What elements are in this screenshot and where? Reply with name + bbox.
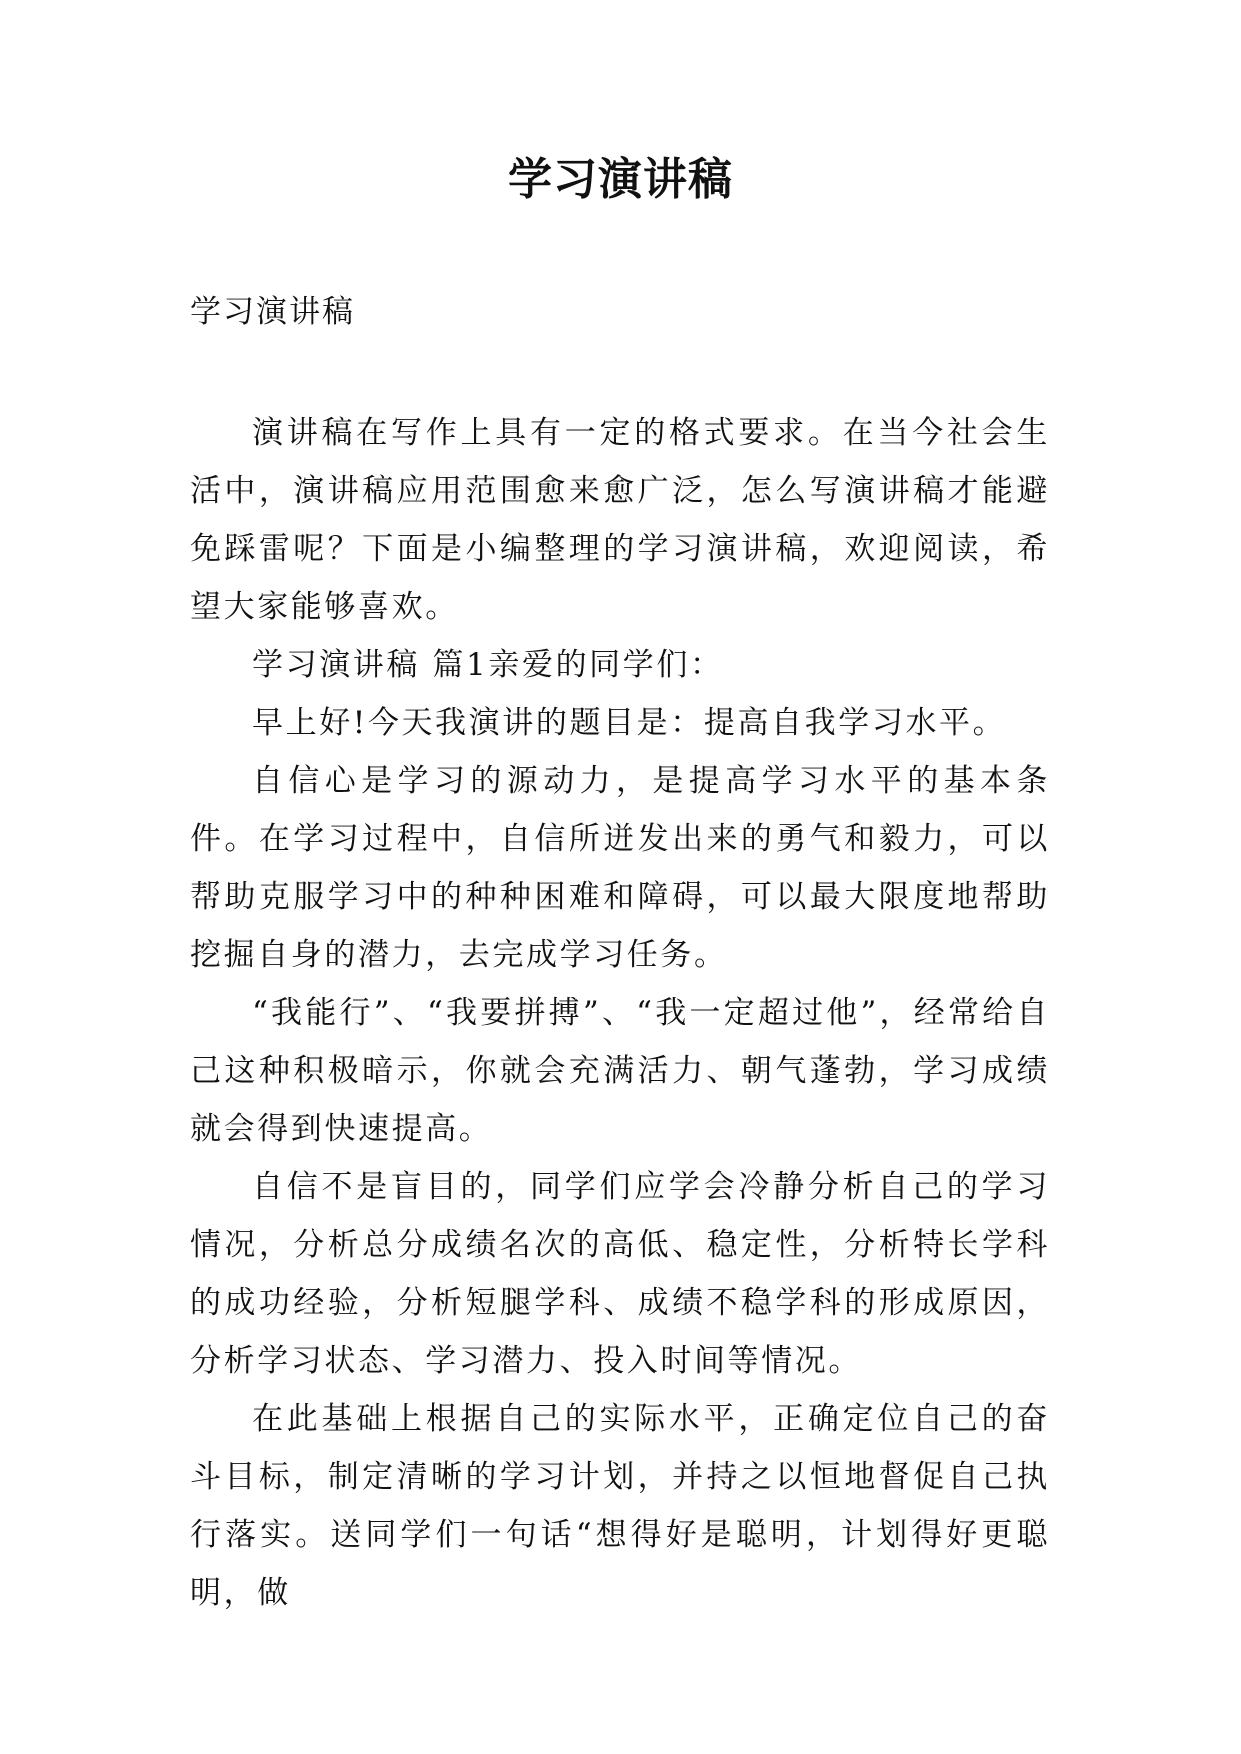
document-body	[190, 404, 1050, 1622]
document-subtitle: 学习演讲稿	[190, 294, 355, 330]
paragraph-analysis: 自信不是盲目的，同学们应学会冷静分析自己的学习情况，分析总分成绩名次的高低、稳定性，分析特长学科的成功经验，分析短腿学科、成绩不稳学科的形成原因，分析学习状态、学习潜力、投入时间等情况。	[190, 1169, 1050, 1379]
paragraph-speech-heading: 学习演讲稿 篇1亲爱的同学们：	[252, 647, 724, 683]
document-title: 学习演讲稿	[508, 154, 733, 205]
paragraph-goals: 在此基础上根据自己的实际水平，正确定位自己的奋斗目标，制定清晰的学习计划，并持之以恒地督促自己执行落实。送同学们一句话“想得好是聪明，计划得好更聪明，做	[190, 1401, 1050, 1611]
paragraph-positive-hints: “我能行”、“我要拼搏”、“我一定超过他”，经常给自己这种积极暗示，你就会充满活力、朝气蓬勃，学习成绩就会得到快速提高。	[190, 995, 1050, 1147]
paragraph-intro: 演讲稿在写作上具有一定的格式要求。在当今社会生活中，演讲稿应用范围愈来愈广泛，怎么写演讲稿才能避免踩雷呢？下面是小编整理的学习演讲稿，欢迎阅读，希望大家能够喜欢。	[190, 415, 1050, 625]
paragraph-greeting: 早上好!今天我演讲的题目是：提高自我学习水平。	[252, 705, 1007, 741]
paragraph-confidence: 自信心是学习的源动力，是提高学习水平的基本条件。在学习过程中，自信所迸发出来的勇气和毅力，可以帮助克服学习中的种种困难和障碍，可以最大限度地帮助挖掘自身的潜力，去完成学习任务。	[190, 763, 1050, 973]
